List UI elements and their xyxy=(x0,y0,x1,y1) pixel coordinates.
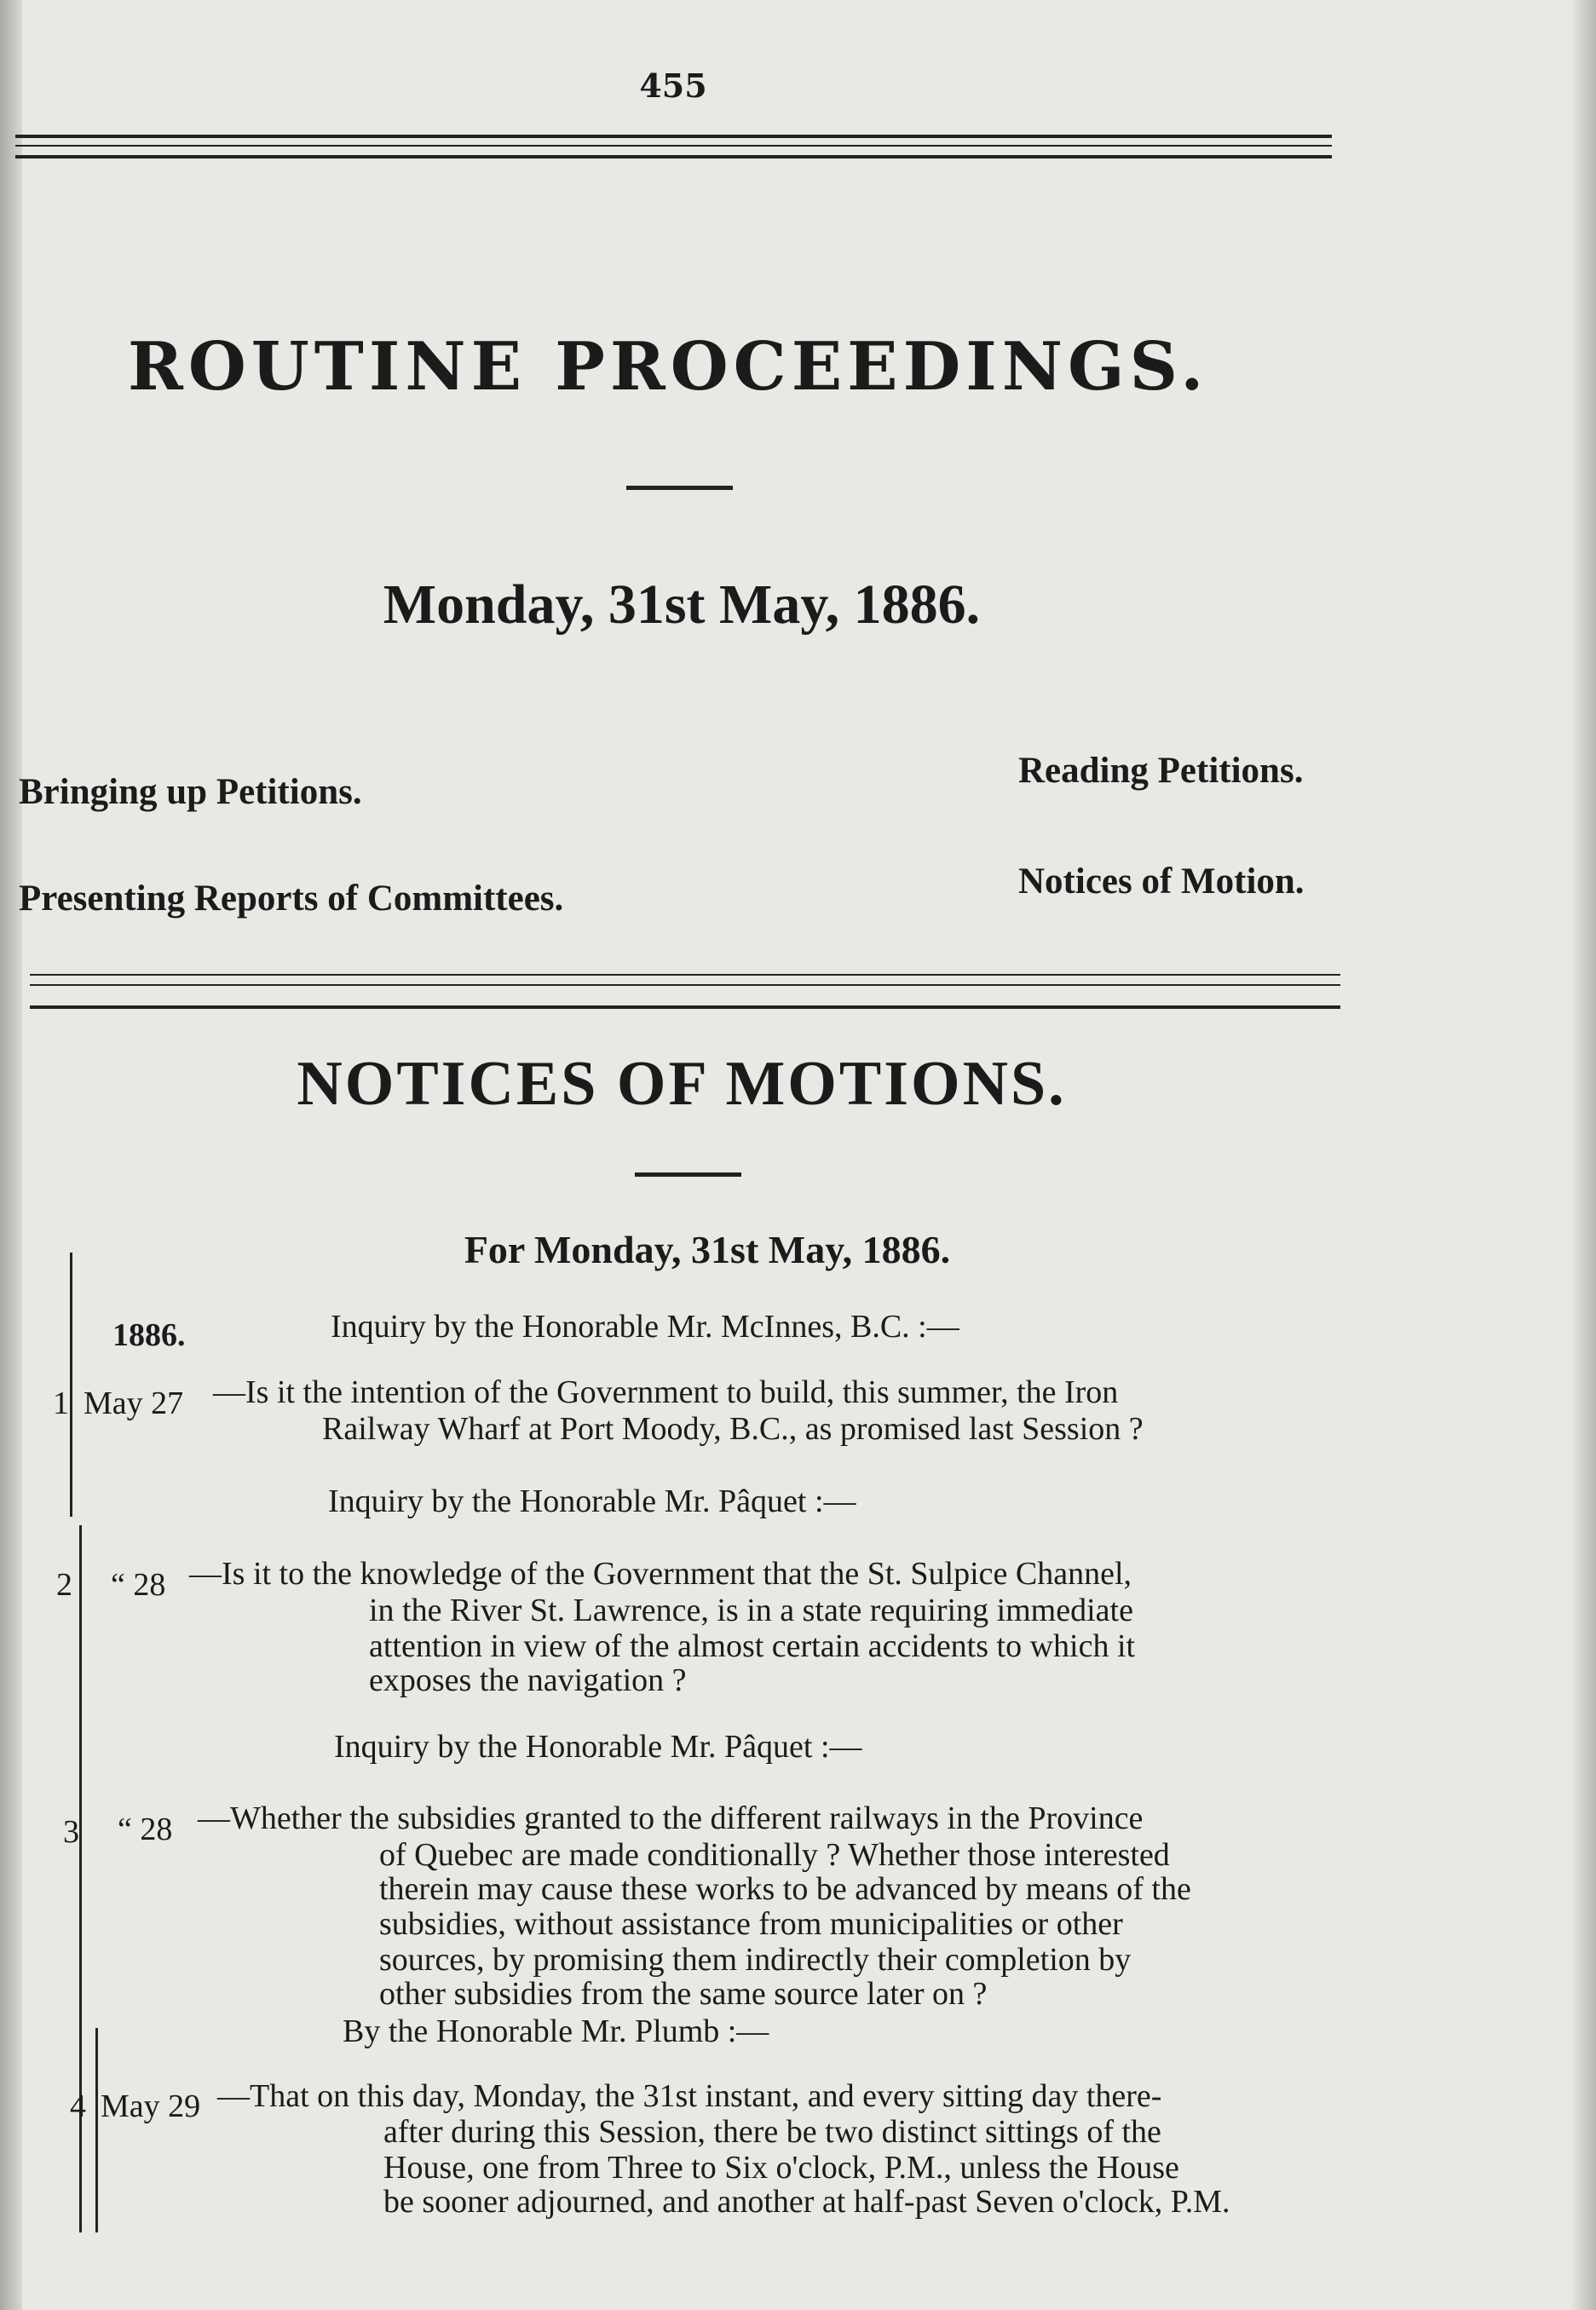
inquiry-heading: By the Honorable Mr. Plumb :— xyxy=(343,2013,769,2049)
notices-divider xyxy=(635,1172,741,1177)
entry-number: 2 xyxy=(56,1567,72,1603)
entry-date: May 29 xyxy=(101,2088,201,2124)
page-number: 455 xyxy=(639,66,707,105)
margin-line-3 xyxy=(95,2028,98,2232)
entry-date: “ 28 xyxy=(118,1812,173,1847)
top-rule-thin-2 xyxy=(15,155,1332,158)
entry-text-line: Railway Wharf at Port Moody, B.C., as promised last Session ? xyxy=(322,1411,1144,1447)
entry-date: “ 28 xyxy=(111,1567,166,1603)
inquiry-heading: Inquiry by the Honorable Mr. Pâquet :— xyxy=(334,1729,862,1765)
heading-divider xyxy=(626,486,733,490)
entry-text-line: other subsidies from the same source later on ? xyxy=(379,1976,988,2012)
page-edge-shadow xyxy=(1570,0,1596,2310)
reading-petitions: Reading Petitions. xyxy=(1018,751,1304,791)
entry-text-line: attention in view of the almost certain accidents to which it xyxy=(369,1628,1136,1664)
entry-text-line: in the River St. Lawrence, is in a state requiring immediate xyxy=(369,1593,1133,1628)
notices-of-motions-heading: NOTICES OF MOTIONS. xyxy=(297,1049,1067,1119)
entry-text-line: —Is it to the knowledge of the Government that the St. Sulpice Channel, xyxy=(189,1556,1132,1592)
sitting-date: Monday, 31st May, 1886. xyxy=(383,573,981,636)
entry-text-line: exposes the navigation ? xyxy=(369,1662,687,1698)
top-rule-thin-1 xyxy=(15,145,1332,147)
inquiry-heading: Inquiry by the Honorable Mr. McInnes, B.C. :— xyxy=(331,1309,959,1345)
inquiry-heading: Inquiry by the Honorable Mr. Pâquet :— xyxy=(328,1483,856,1519)
bringing-petitions: Bringing up Petitions. xyxy=(19,772,362,812)
entry-text-line: be sooner adjourned, and another at half-past Seven o'clock, P.M. xyxy=(383,2184,1230,2220)
entry-text-line: subsidies, without assistance from municipalities or other xyxy=(379,1906,1123,1942)
mid-rule-2 xyxy=(30,984,1340,986)
entry-date: May 27 xyxy=(84,1385,184,1421)
mid-rule-3 xyxy=(30,1005,1340,1009)
presenting-reports: Presenting Reports of Committees. xyxy=(19,878,564,919)
routine-proceedings-heading: ROUTINE PROCEEDINGS. xyxy=(128,328,1209,406)
margin-line-2 xyxy=(79,1525,82,2232)
entry-text-line: —That on this day, Monday, the 31st instant, and every sitting day there- xyxy=(217,2078,1162,2114)
entry-text-line: —Is it the intention of the Government to build, this summer, the Iron xyxy=(213,1374,1119,1410)
page-binding-shadow xyxy=(0,0,22,2310)
entry-text-line: House, one from Three to Six o'clock, P.M., unless the House xyxy=(383,2150,1179,2186)
notices-of-motion: Notices of Motion. xyxy=(1018,861,1305,902)
entry-number: 1 xyxy=(53,1385,69,1421)
entry-number: 4 xyxy=(70,2088,86,2124)
mid-rule-1 xyxy=(30,974,1340,976)
for-date-heading: For Monday, 31st May, 1886. xyxy=(464,1228,951,1271)
year-label: 1886. xyxy=(112,1317,186,1353)
entry-text-line: sources, by promising them indirectly their completion by xyxy=(379,1942,1132,1978)
margin-line-1 xyxy=(70,1253,72,1517)
entry-text-line: therein may cause these works to be advanced by means of the xyxy=(379,1871,1191,1907)
entry-number: 3 xyxy=(63,1814,79,1850)
entry-text-line: —Whether the subsidies granted to the different railways in the Province xyxy=(198,1800,1144,1836)
top-rule-thick xyxy=(15,135,1332,138)
entry-text-line: of Quebec are made conditionally ? Whether those interested xyxy=(379,1837,1170,1873)
entry-text-line: after during this Session, there be two distinct sittings of the xyxy=(383,2114,1161,2150)
